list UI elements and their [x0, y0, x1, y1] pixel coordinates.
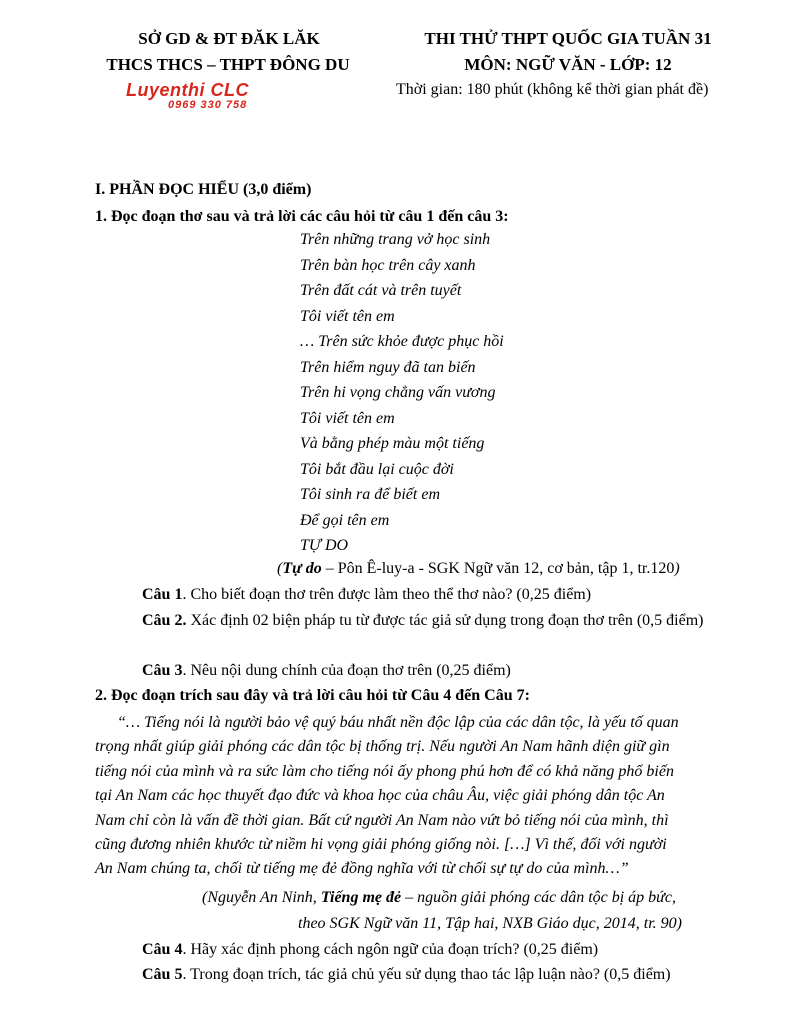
question-3: Câu 3. Nêu nội dung chính của đoạn thơ trên (0,25 điểm) [142, 662, 511, 679]
poem-line: TỰ DO [300, 537, 349, 554]
logo-name: Luyenthi CLC [126, 80, 249, 100]
poem-line: … Trên sức khỏe được phục hồi [300, 333, 504, 350]
quote-line: “… Tiếng nói là người bảo vệ quý báu nhất nền độc lập của các dân tộc, là yếu tố quan [117, 714, 679, 731]
question-5: Câu 5. Trong đoạn trích, tác giả chủ yếu sử dụng thao tác lập luận nào? (0,5 điểm) [142, 966, 671, 983]
exam-time: Thời gian: 180 phút (không kể thời gian phát đề) [396, 81, 709, 98]
quote-source-1: (Nguyễn An Ninh, Tiếng mẹ đẻ – nguồn giải phóng các dân tộc bị áp bức, [202, 889, 677, 906]
part2-instruction: 2. Đọc đoạn trích sau đây và trả lời câu hỏi từ Câu 4 đến Câu 7: [95, 687, 530, 704]
poem-line: Trên những trang vở học sinh [300, 231, 491, 248]
quote-source-2: theo SGK Ngữ văn 11, Tập hai, NXB Giáo dục, 2014, tr. 90) [298, 915, 682, 932]
school-name: THCS THCS – THPT ĐÔNG DU [106, 55, 350, 74]
poem-line: Trên hiểm nguy đã tan biến [300, 358, 476, 376]
poem-line: Trên hi vọng chẳng vấn vương [300, 384, 496, 401]
exam-subject: MÔN: NGỮ VĂN - LỚP: 12 [464, 55, 672, 74]
logo-phone: 0969 330 758 [168, 99, 248, 111]
poem-line: Tôi sinh ra để biết em [300, 486, 440, 503]
quote-source-title: Tiếng mẹ đẻ [320, 889, 402, 906]
poem-source: (Tự do – Pôn Ê-luy-a - SGK Ngữ văn 12, cơ bản, tập 1, tr.120) [277, 560, 680, 577]
poem-line: Trên bàn học trên cây xanh [300, 256, 476, 274]
school-department: SỞ GD & ĐT ĐĂK LĂK [138, 29, 320, 48]
poem-line: Và bằng phép màu một tiếng [300, 435, 485, 452]
poem-line: Trên đất cát và trên tuyết [300, 282, 462, 299]
quote-line: tại An Nam các học thuyết đạo đức và khoa học của châu Âu, việc giải phóng dân tộc An [95, 787, 665, 805]
quote-line: cũng đương nhiên khước từ niềm hi vọng giải phóng giống nòi. […] Vì thế, đối với người [95, 836, 667, 854]
poem-line: Tôi viết tên em [300, 307, 395, 325]
poem [300, 227, 504, 559]
quote-line: trọng nhất giúp giải phóng các dân tộc bị thống trị. Nếu người An Nam hãnh diện giữ gìn [95, 738, 670, 756]
poem-line: Tôi viết tên em [300, 409, 395, 427]
poem-source-title: Tự do [282, 560, 322, 577]
poem-line: Để gọi tên em [300, 511, 390, 529]
question-1: Câu 1. Cho biết đoạn thơ trên được làm theo thể thơ nào? (0,25 điểm) [142, 586, 592, 603]
quote-passage [95, 711, 707, 882]
quote-line: An Nam chúng ta, chối từ tiếng mẹ đẻ đồng nghĩa với từ chối sự tự do của mình…” [95, 860, 629, 878]
question-2: Câu 2. Xác định 02 biện pháp tu từ được tác giả sử dụng trong đoạn thơ trên (0,5 điểm) [142, 612, 704, 629]
part1-instruction: 1. Đọc đoạn thơ sau và trả lời các câu hỏi từ câu 1 đến câu 3: [95, 208, 509, 225]
poem-line: Tôi bắt đầu lại cuộc đời [300, 460, 454, 478]
question-4: Câu 4. Hãy xác định phong cách ngôn ngữ của đoạn trích? (0,25 điểm) [142, 941, 599, 958]
exam-title: THI THỬ THPT QUỐC GIA TUẦN 31 [424, 29, 712, 48]
section-heading: I. PHẦN ĐỌC HIỂU (3,0 điểm) [95, 181, 312, 198]
quote-line: tiếng nói của mình và ra sức làm cho tiếng nói ấy phong phú hơn để có khả năng phổ biến [95, 762, 674, 780]
quote-line: Nam chỉ còn là vấn đề thời gian. Bất cứ người An Nam nào vứt bỏ tiếng nói của mình, thì [95, 811, 669, 829]
